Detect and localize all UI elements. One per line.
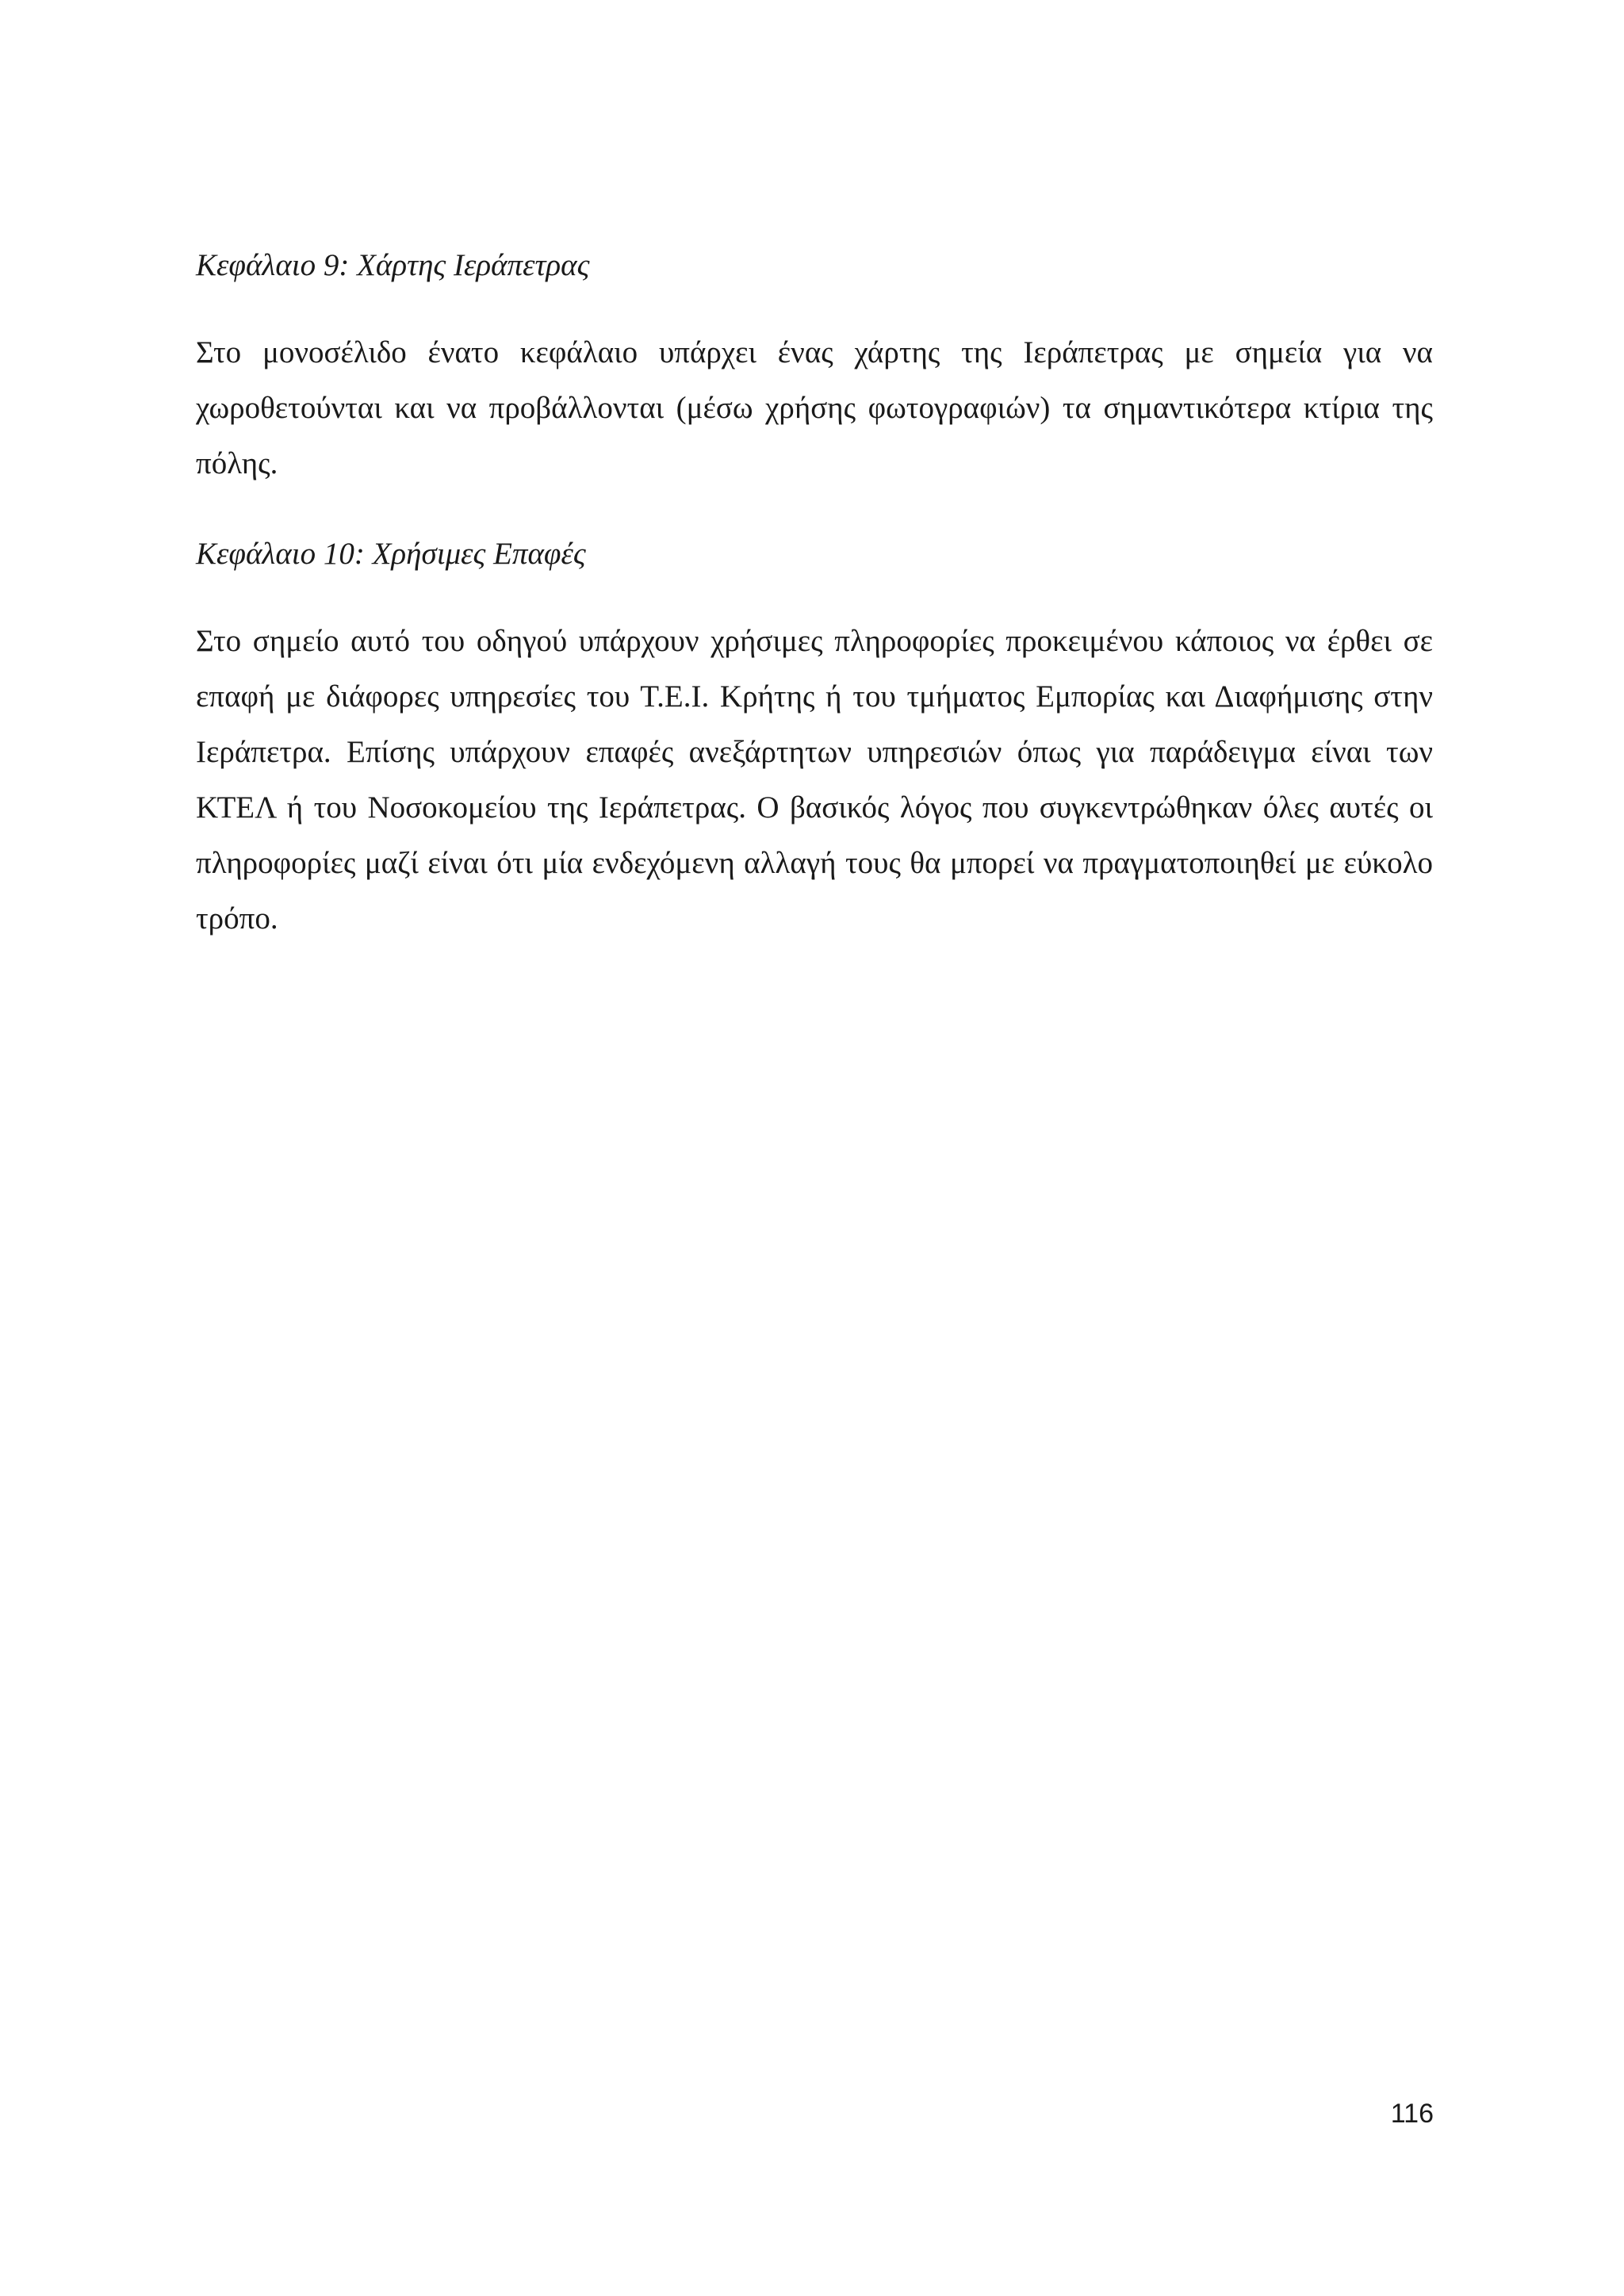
page-content [196, 238, 1433, 947]
chapter-9-heading: Κεφάλαιο 9: Χάρτης Ιεράπετρας [196, 248, 590, 282]
chapter-9-paragraph: Στο μονοσέλιδο ένατο κεφάλαιο υπάρχει ένας χάρτης της Ιεράπετρας με σημεία για να χωροθετούνται και να προβάλλονται (μέσω χρήσης φωτογραφιών) τα σημαντικότερα κτίρια της πόλης. [196, 335, 1433, 480]
chapter-10-paragraph: Στο σημείο αυτό του οδηγού υπάρχουν χρήσιμες πληροφορίες προκειμένου κάποιος να έρθει σε επαφή με διάφορες υπηρεσίες του Τ.Ε.Ι. Κρήτης ή του τμήματος Εμπορίας και Διαφήμισης στην Ιεράπετρα. Επίσης υπάρχουν επαφές ανεξάρτητων υπηρεσιών όπως για παράδειγμα είναι των ΚΤΕΛ ή του Νοσοκομείου της Ιεράπετρας. Ο βασικός λόγος που συγκεντρώθηκαν όλες αυτές οι πληροφορίες μαζί είναι ότι μία ενδεχόμενη αλλαγή τους θα μπορεί να πραγματοποιηθεί με εύκολο τρόπο. [196, 624, 1433, 936]
chapter-10-heading: Κεφάλαιο 10: Χρήσιμες Επαφές [196, 537, 586, 571]
page-number: 116 [1390, 2099, 1434, 2129]
